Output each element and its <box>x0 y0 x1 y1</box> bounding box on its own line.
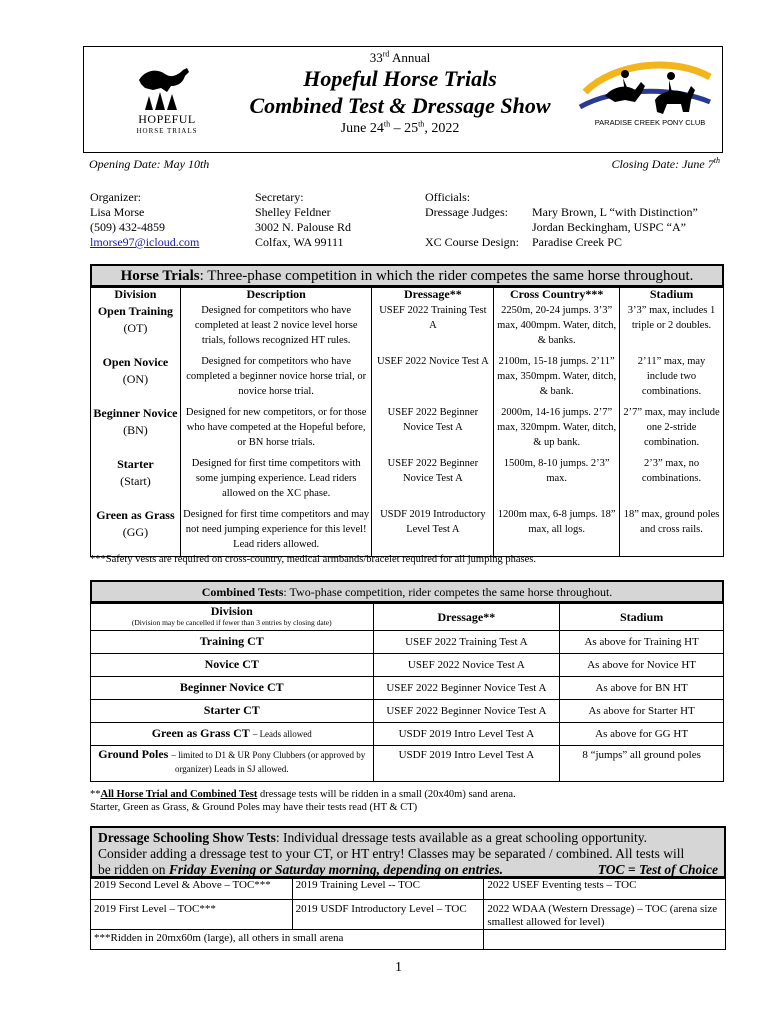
secretary-address2: Colfax, WA 99111 <box>255 235 344 249</box>
ct-col-dressage: Dressage** <box>373 604 560 631</box>
ct-row <box>91 654 724 677</box>
ht-dressage: USEF 2022 Novice Test A <box>372 353 494 404</box>
ct-stadium: As above for Starter HT <box>560 700 724 723</box>
ct-stadium: As above for Training HT <box>560 631 724 654</box>
ct-row <box>91 746 724 782</box>
schooling-table <box>90 878 726 950</box>
ht-stadium: 2’11” max, may include two combinations. <box>620 353 724 404</box>
officials-block <box>425 190 725 250</box>
ht-division: Open Novice (ON) <box>91 353 181 404</box>
ht-division: Beginner Novice (BN) <box>91 404 181 455</box>
ct-stadium: 8 “jumps” all ground poles <box>560 746 724 782</box>
ht-row <box>91 506 724 557</box>
ht-division: Green as Grass (GG) <box>91 506 181 557</box>
organizer-block <box>90 190 199 250</box>
judge-1: Mary Brown, L “with Distinction” <box>532 205 698 219</box>
event-dates: June 24th – 25th, 2022 <box>340 119 460 136</box>
col-description: Description <box>180 288 372 302</box>
ht-dressage: USEF 2022 Beginner Novice Test A <box>372 404 494 455</box>
ht-description: Designed for first time competitors with some jumping experience. Lead riders allowed on the XC phase. <box>180 455 372 506</box>
ht-dressage: USEF 2022 Beginner Novice Test A <box>372 455 494 506</box>
ht-stadium: 3’3” max, includes 1 triple or 2 doubles. <box>620 302 724 353</box>
ct-row <box>91 723 724 746</box>
schooling-banner: Dressage Schooling Show Tests: Individual dressage tests available as a great schooling opportunity. Consider adding a dressage test to your CT, or HT entry! Classes may be separated / combined. All tests will be ridden on Friday Evening or Saturday morning, depending on entries. TOC = Test of Choice <box>90 826 726 878</box>
logo-right-text: PARADISE CREEK PONY CLUB <box>594 118 706 127</box>
ht-row <box>91 404 724 455</box>
sched-footnote: ***Ridden in 20mx60m (large), all others in small arena <box>91 930 484 950</box>
pony-club-riders-icon <box>575 52 715 122</box>
closing-date: Closing Date: June 7th <box>611 156 720 171</box>
ct-dressage: USEF 2022 Beginner Novice Test A <box>373 677 560 700</box>
ct-dressage: USDF 2019 Intro Level Test A <box>373 746 560 782</box>
col-stadium: Stadium <box>620 288 724 302</box>
ct-division: Green as Grass CT – Leads allowed <box>91 723 374 746</box>
ht-row <box>91 302 724 353</box>
opening-date: Opening Date: May 10th <box>89 157 210 171</box>
combined-footnote: **All Horse Trial and Combined Test dressage tests will be ridden in a small (20x40m) sand arena. Starter, Green as Grass, & Ground Poles may have their tests read (HT & CT) <box>90 789 516 813</box>
ht-stadium: 2’3” max, no combinations. <box>620 455 724 506</box>
combined-tests-section <box>90 580 724 782</box>
combined-tests-table <box>90 603 724 782</box>
ct-division-note: (Division may be cancelled if fewer than 3 entries by closing date) <box>131 618 332 627</box>
horse-trials-section <box>90 264 724 557</box>
ht-cross-country: 2100m, 15-18 jumps. 2’11” max, 350mpm. Water, ditch, & bank. <box>494 353 620 404</box>
col-division: Division <box>91 288 181 302</box>
ht-cross-country: 2000m, 14-16 jumps. 2’7” max, 320mpm. Water, ditch, & up bank. <box>494 404 620 455</box>
horse-trials-banner: Horse Trials: Three-phase competition in which the rider competes the same horse throughout. <box>90 264 724 287</box>
ht-division: Starter (Start) <box>91 455 181 506</box>
officials-label: Officials: <box>425 190 471 204</box>
judge-2: Jordan Beckingham, USPC “A” <box>532 220 686 234</box>
ht-cross-country: 1500m, 8-10 jumps. 2’3” max. <box>494 455 620 506</box>
secretary-name: Shelley Feldner <box>255 205 331 219</box>
safety-footnote: ***Safety vests are required on cross-country, medical armbands/bracelet required for all jumping phases. <box>90 554 536 565</box>
ht-description: Designed for competitors who have completed a beginner novice horse trial, or novice horse trial. <box>180 353 372 404</box>
ht-row <box>91 455 724 506</box>
logo-left-bottom: HORSE TRIALS <box>136 127 198 135</box>
ht-cross-country: 2250m, 20-24 jumps. 3’3” max, 400mpm. Water, ditch, & banks. <box>494 302 620 353</box>
secretary-block <box>255 190 351 250</box>
dressage-judges-label: Dressage Judges: <box>425 205 508 219</box>
ht-cross-country: 1200m max, 6-8 jumps. 18” max, all logs. <box>494 506 620 557</box>
col-cross-country: Cross Country*** <box>494 288 620 302</box>
ct-dressage: USEF 2022 Novice Test A <box>373 654 560 677</box>
ct-division: Novice CT <box>91 654 374 677</box>
ct-dressage: USEF 2022 Training Test A <box>373 631 560 654</box>
page-number: 1 <box>395 960 402 975</box>
sched-cell: 2019 USDF Introductory Level – TOC <box>292 900 484 930</box>
ht-dressage: USEF 2022 Training Test A <box>372 302 494 353</box>
col-dressage: Dressage** <box>372 288 494 302</box>
ht-description: Designed for new competitors, or for those who have competed at the Hopeful before, or BN horse trials. <box>180 404 372 455</box>
pony-club-logo <box>575 52 715 138</box>
sched-cell: 2019 First Level – TOC*** <box>91 900 293 930</box>
organizer-label: Organizer: <box>90 190 142 204</box>
ht-stadium: 18” max, ground poles and cross rails. <box>620 506 724 557</box>
ct-stadium: As above for BN HT <box>560 677 724 700</box>
ct-col-division: Division (Division may be cancelled if fewer than 3 entries by closing date) <box>91 604 374 631</box>
organizer-phone: (509) 432-4859 <box>90 220 165 234</box>
ht-stadium: 2’7” max, may include one 2-stride combination. <box>620 404 724 455</box>
organizer-email-link[interactable]: lmorse97@icloud.com <box>90 235 200 249</box>
secretary-address1: 3002 N. Palouse Rd <box>255 220 351 234</box>
ht-division: Open Training (OT) <box>91 302 181 353</box>
ct-row <box>91 677 724 700</box>
ht-description: Designed for competitors who have completed at least 2 novice level horse trials, follows recognized HT rules. <box>180 302 372 353</box>
horse-trials-table <box>90 287 724 557</box>
organizer-name: Lisa Morse <box>90 205 145 219</box>
ct-stadium: As above for Novice HT <box>560 654 724 677</box>
event-subtitle: Combined Test & Dressage Show <box>249 93 551 118</box>
hopeful-logo <box>131 62 203 144</box>
ht-description: Designed for first time competitors and may not need jumping experience for this level! Lead riders allowed. <box>180 506 372 557</box>
combined-tests-banner: Combined Tests: Two-phase competition, rider competes the same horse throughout. <box>90 580 724 603</box>
ht-row <box>91 353 724 404</box>
sched-cell: 2022 USEF Eventing tests – TOC <box>484 879 726 900</box>
horse-trees-icon <box>131 62 203 112</box>
sched-cell: 2019 Second Level & Above – TOC*** <box>91 879 293 900</box>
ct-dressage: USDF 2019 Intro Level Test A <box>373 723 560 746</box>
ct-row <box>91 700 724 723</box>
annual-label: 33rd Annual <box>369 49 431 65</box>
sched-cell: 2022 WDAA (Western Dressage) – TOC (arena size smallest allowed for level) <box>484 900 726 930</box>
secretary-label: Secretary: <box>255 190 304 204</box>
xc-design-label: XC Course Design: <box>425 235 519 249</box>
logo-left-top: HOPEFUL <box>138 112 196 126</box>
ct-col-stadium: Stadium <box>560 604 724 631</box>
xc-design-value: Paradise Creek PC <box>532 235 622 249</box>
ct-row <box>91 631 724 654</box>
ct-division: Ground Poles – limited to D1 & UR Pony Clubbers (or approved by organizer) Leads in SJ allowed. <box>91 746 374 782</box>
event-title: Hopeful Horse Trials <box>303 66 497 91</box>
ct-division: Starter CT <box>91 700 374 723</box>
ct-division: Training CT <box>91 631 374 654</box>
ct-division: Beginner Novice CT <box>91 677 374 700</box>
sched-cell: 2019 Training Level -- TOC <box>292 879 484 900</box>
ct-dressage: USEF 2022 Beginner Novice Test A <box>373 700 560 723</box>
ht-dressage: USDF 2019 Introductory Level Test A <box>372 506 494 557</box>
ct-stadium: As above for GG HT <box>560 723 724 746</box>
